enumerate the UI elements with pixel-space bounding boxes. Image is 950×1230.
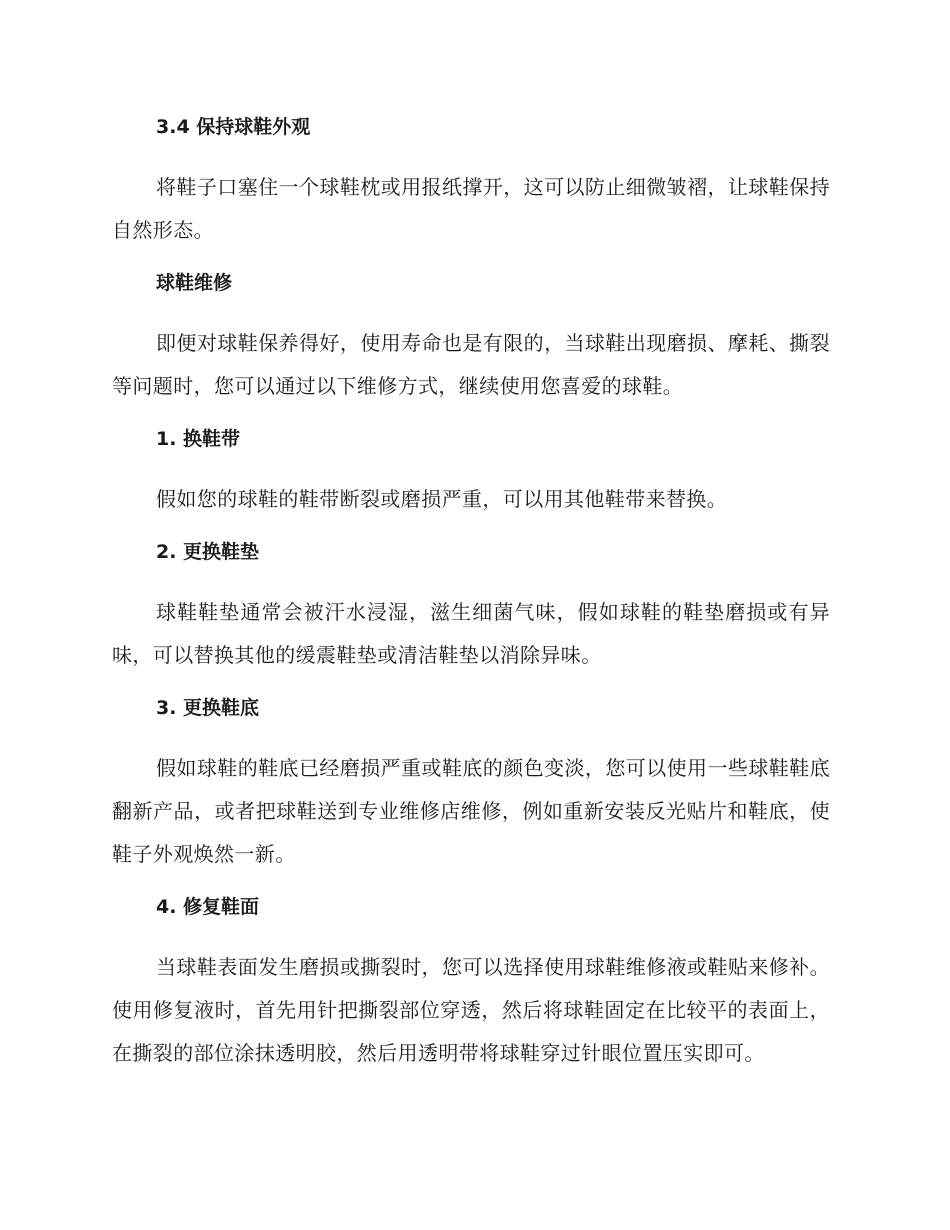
section-paragraph: 将鞋子口塞住一个球鞋枕或用报纸撑开，这可以防止细微皱褶，让球鞋保持自然形态。 [112, 175, 830, 242]
section-heading: 球鞋维修 [156, 272, 233, 294]
section-paragraph: 即便对球鞋保养得好，使用寿命也是有限的，当球鞋出现磨损、摩耗、撕裂等问题时，您可以通过以下维修方式，继续使用您喜爱的球鞋。 [112, 331, 830, 398]
section-heading: 3.4 保持球鞋外观 [156, 116, 311, 138]
document-page [112, 112, 830, 1075]
section-keep-appearance [112, 112, 830, 268]
section-paragraph: 假如您的球鞋的鞋带断裂或磨损严重，可以用其他鞋带来替换。 [156, 487, 728, 511]
section-repair [112, 268, 830, 424]
section-repair-upper [112, 892, 830, 1075]
section-paragraph: 假如球鞋的鞋底已经磨损严重或鞋底的颜色变淡，您可以使用一些球鞋鞋底翻新产品，或者把球鞋送到专业维修店维修，例如重新安装反光贴片和鞋底，使鞋子外观焕然一新。 [112, 756, 830, 866]
section-heading: 4. 修复鞋面 [156, 896, 260, 918]
section-paragraph: 当球鞋表面发生磨损或撕裂时，您可以选择使用球鞋维修液或鞋贴来修补。使用修复液时，首先用针把撕裂部位穿透，然后将球鞋固定在比较平的表面上，在撕裂的部位涂抹透明胶，然后用透明带将球鞋穿过针眼位置压实即可。 [112, 955, 830, 1065]
section-heading: 1. 换鞋带 [156, 428, 241, 450]
section-paragraph: 球鞋鞋垫通常会被汗水浸湿，滋生细菌气味，假如球鞋的鞋垫磨损或有异味，可以替换其他的缓震鞋垫或清洁鞋垫以消除异味。 [112, 600, 830, 667]
section-replace-insole [112, 537, 830, 693]
section-replace-sole [112, 693, 830, 892]
section-heading: 3. 更换鞋底 [156, 697, 260, 719]
section-replace-laces [112, 424, 830, 537]
section-heading: 2. 更换鞋垫 [156, 541, 260, 563]
